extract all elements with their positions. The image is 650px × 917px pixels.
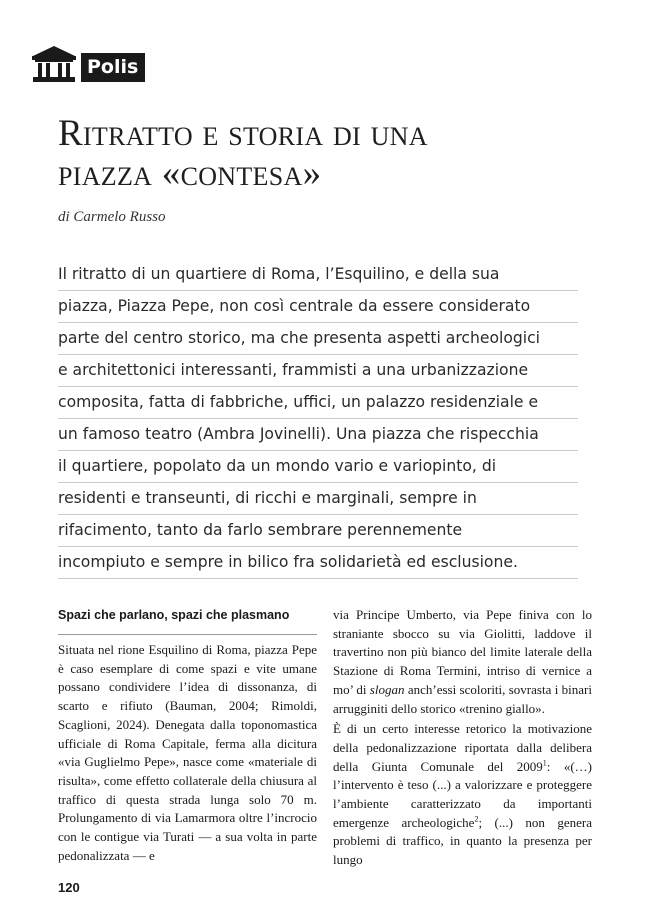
section-label: Polis (81, 53, 145, 82)
text-run: : «(…) l’intervento è teso (...) a valorizzare e proteggere l’ambiente caratterizzato da importanti emergenze archeologiche (333, 758, 592, 830)
body-column-right (333, 606, 592, 870)
building-icon (29, 44, 79, 82)
abstract-line: incompiuto e sempre in bilico fra solidarietà ed esclusione. (58, 547, 578, 579)
abstract-line: Il ritratto di un quartiere di Roma, l’Esquilino, e della sua (58, 259, 578, 291)
body-column-left (58, 606, 317, 865)
article-author: di Carmelo Russo (58, 209, 166, 225)
abstract-line: parte del centro storico, ma che presenta aspetti archeologici (58, 323, 578, 355)
text-run: via Principe Umberto, via Pepe finiva con lo straniante sbocco su via Giolitti, laddove il travertino non più bianco del limite laterale della Stazione di Roma Termini, intriso di vernice a mo’ di (333, 607, 592, 697)
abstract-line: rifacimento, tanto da farlo sembrare perennemente (58, 515, 578, 547)
body-paragraph (333, 606, 592, 718)
text-run: È di un certo interesse retorico la motivazione della pedonalizzazione riportata dalla delibera della Giunta Comunale del 2009 (333, 721, 592, 774)
page-number: 120 (58, 880, 80, 895)
title-line-2: piazza «contesa» (58, 153, 322, 194)
abstract-line: e architettonici interessanti, frammisti a una urbanizzazione (58, 355, 578, 387)
emphasis-text: slogan (369, 681, 405, 697)
body-paragraph: Situata nel rione Esquilino di Roma, piazza Pepe è caso esemplare di come spazi e vite umane possano condividere l’idea di dissonanza, di scarto e rifiuto (Bauman, 2004; Rimoldi, Scaglioni, 2024). Denegata dalla toponomastica ufficiale di Roma Capitale, ferma alla dicitura «via Guglielmo Pepe», nasce come «materiale di risulta», come effetto collaterale della chiusura al traffico di questa strada lunga solo 70 m. Prolungamento di via Lamarmora oltre l’incrocio con le contigue via Turati — a sua volta in parte pedonalizzata — e (58, 642, 317, 863)
text-run: anch’essi scoloriti, sovrasta i binari arrugginiti dello storico «trenino giallo». (333, 681, 592, 716)
section-header (29, 44, 145, 82)
article-abstract (58, 259, 578, 579)
article-title (58, 114, 598, 194)
body-paragraph (333, 720, 592, 870)
footnote-ref[interactable]: 2 (474, 814, 479, 824)
title-line-1: Ritratto e storia di una (58, 113, 428, 154)
abstract-line: il quartiere, popolato da un mondo vario e variopinto, di (58, 451, 578, 483)
section-heading: Spazi che parlano, spazi che plasmano (58, 606, 317, 635)
abstract-line: piazza, Piazza Pepe, non così centrale da essere considerato (58, 291, 578, 323)
abstract-line: un famoso teatro (Ambra Jovinelli). Una piazza che rispecchia (58, 419, 578, 451)
footnote-ref[interactable]: 1 (542, 758, 547, 768)
abstract-line: composita, fatta di fabbriche, uffici, un palazzo residenziale e (58, 387, 578, 419)
abstract-line: residenti e transeunti, di ricchi e marginali, sempre in (58, 483, 578, 515)
text-run: ; (...) non genera problemi di traffico, in quanto la presenza per lungo (333, 814, 592, 868)
